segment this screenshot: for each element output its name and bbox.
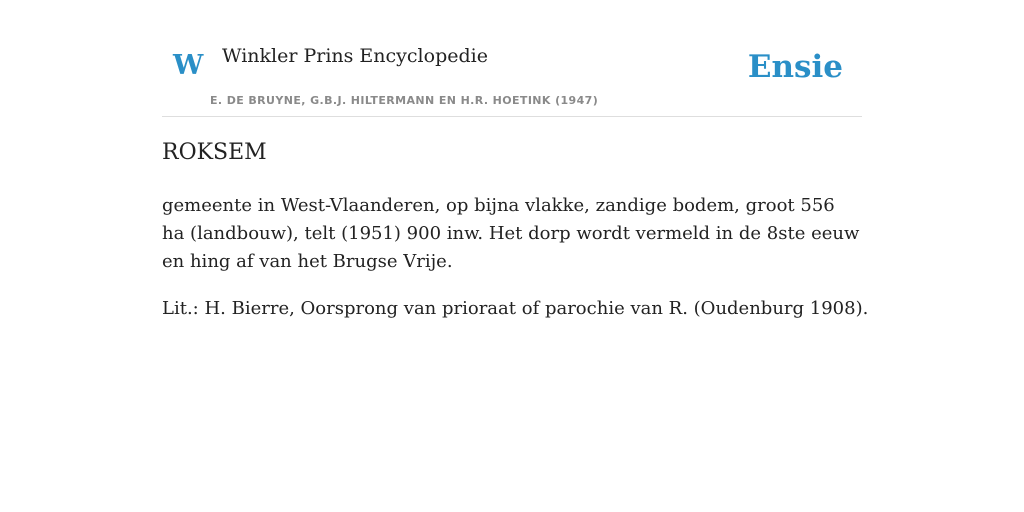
- ensie-logo-link[interactable]: Ensie: [747, 49, 843, 85]
- entry-title: ROKSEM: [162, 140, 267, 165]
- entry-body-text: gemeente in West-Vlaanderen, op bijna vlakke, zandige bodem, groot 556 ha (landbouw), telt (1951) 900 inw. Het dorp wordt vermeld in de 8ste eeuw en hing af van het Brugse Vrije.: [162, 195, 860, 272]
- winkler-prins-logo[interactable]: W: [173, 50, 204, 81]
- publication-title-link[interactable]: Winkler Prins Encyclopedie: [222, 45, 488, 67]
- entry-literature-reference: Lit.: H. Bierre, Oorsprong van prioraat of parochie van R. (Oudenburg 1908).: [162, 298, 869, 319]
- publication-authors: E. DE BRUYNE, G.B.J. HILTERMANN EN H.R. HOETINK (1947): [210, 94, 599, 107]
- encyclopedia-header: [162, 0, 862, 117]
